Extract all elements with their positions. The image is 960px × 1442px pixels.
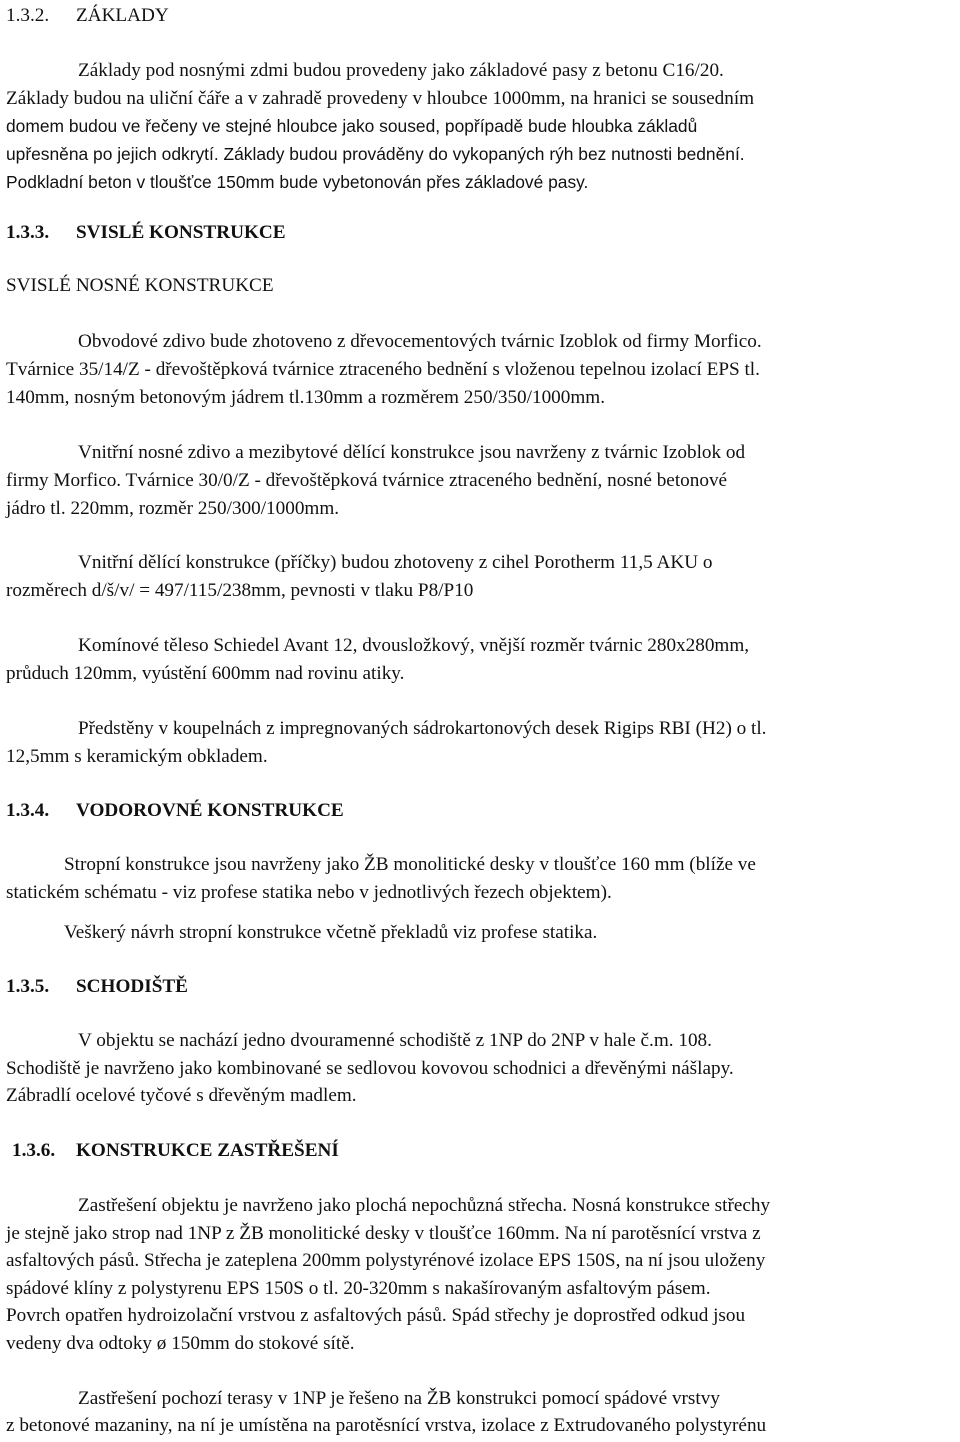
text-line: asfaltových pásů. Střecha je zateplena 200mm polystyrénové izolace EPS 150S, na ní jsou uloženy xyxy=(6,1250,766,1271)
text-line: Zastřešení pochozí terasy v 1NP je řešeno na ŽB konstrukci pomocí spádové vrstvy xyxy=(78,1388,720,1409)
heading-number: 1.3.5. xyxy=(6,976,50,997)
text-line: V objektu se nachází jedno dvouramenné schodiště z 1NP do 2NP v hale č.m. 108. xyxy=(78,1030,712,1051)
text-line: Vnitřní nosné zdivo a mezibytové dělící konstrukce jsou navrženy z tvárnic Izoblok od xyxy=(78,442,746,463)
heading-number: 1.3.3. xyxy=(6,222,50,243)
heading-title: SVISLÉ KONSTRUKCE xyxy=(76,222,286,243)
text-line: je stejně jako strop nad 1NP z ŽB monolitické desky v tloušťce 160mm. Na ní parotěsnící vrstva z xyxy=(6,1223,761,1244)
text-line: průduch 120mm, vyústění 600mm nad rovinu atiky. xyxy=(6,663,405,684)
text-line: Tvárnice 35/14/Z - dřevoštěpková tvárnice ztraceného bednění s vloženou tepelnou izolací EPS tl. xyxy=(6,359,760,380)
heading-1-3-5 xyxy=(6,973,188,1001)
text-line: Schodiště je navrženo jako kombinované se sedlovou kovovou schodnici a dřevěnými nášlapy. xyxy=(6,1058,734,1079)
text-line: Veškerý návrh stropní konstrukce včetně překladů viz profese statika. xyxy=(64,922,598,943)
text-line: spádové klíny z polystyrenu EPS 150S o tl. 20-320mm s nakašírovaným asfaltovým pásem. xyxy=(6,1278,711,1299)
text-line: jádro tl. 220mm, rozměr 250/300/1000mm. xyxy=(6,498,340,519)
heading-number: 1.3.2. xyxy=(6,5,50,26)
subheading: SVISLÉ NOSNÉ KONSTRUKCE xyxy=(6,275,274,296)
heading-number: 1.3.6. xyxy=(12,1140,56,1161)
text-line: Stropní konstrukce jsou navrženy jako ŽB monolitické desky v tloušťce 160 mm (blíže ve xyxy=(64,854,756,875)
heading-title: SCHODIŠTĚ xyxy=(76,976,188,997)
text-line: Podkladní beton v tloušťce 150mm bude vybetonován přes základové pasy. xyxy=(6,172,589,192)
text-line: Základy budou na uliční čáře a v zahradě provedeny v hloubce 1000mm, na hranici se sousedním xyxy=(6,88,755,109)
text-line: Povrch opatřen hydroizolační vrstvou z asfaltových pásů. Spád střechy je doprostřed odkud jsou xyxy=(6,1305,746,1326)
text-line: Vnitřní dělící konstrukce (příčky) budou zhotoveny z cihel Porotherm 11,5 AKU o xyxy=(78,552,713,573)
heading-1-3-4 xyxy=(6,797,344,825)
heading-title: KONSTRUKCE ZASTŘEŠENÍ xyxy=(76,1140,339,1161)
heading-1-3-6 xyxy=(12,1137,339,1165)
text-line: Obvodové zdivo bude zhotoveno z dřevocementových tvárnic Izoblok od firmy Morfico. xyxy=(78,331,762,352)
heading-number: 1.3.4. xyxy=(6,800,50,821)
text-line: Komínové těleso Schiedel Avant 12, dvousložkový, vnější rozměr tvárnic 280x280mm, xyxy=(78,635,750,656)
text-line: 140mm, nosným betonovým jádrem tl.130mm a rozměrem 250/350/1000mm. xyxy=(6,387,606,408)
heading-1-3-3 xyxy=(6,219,286,247)
text-line: z betonové mazaniny, na ní je umístěna na parotěsnící vrstva, izolace z Extrudovaného polystyrénu xyxy=(6,1415,767,1436)
text-line: Základy pod nosnými zdmi budou provedeny jako základové pasy z betonu C16/20. xyxy=(78,60,724,81)
text-line: vedeny dva odtoky ø 150mm do stokové sítě. xyxy=(6,1333,355,1354)
text-line: Zábradlí ocelové tyčové s dřevěným madlem. xyxy=(6,1085,357,1106)
text-line: 12,5mm s keramickým obkladem. xyxy=(6,746,268,767)
heading-1-3-2 xyxy=(6,2,169,30)
heading-title: ZÁKLADY xyxy=(76,5,169,26)
text-line: Zastřešení objektu je navrženo jako plochá nepochůzná střecha. Nosná konstrukce střechy xyxy=(78,1195,771,1216)
text-line: rozměrech d/š/v/ = 497/115/238mm, pevnosti v tlaku P8/P10 xyxy=(6,580,474,601)
text-line: upřesněna po jejich odkrytí. Základy budou prováděny do vykopaných rýh bez nutnosti bednění. xyxy=(6,144,745,164)
text-line: Předstěny v koupelnách z impregnovaných sádrokartonových desek Rigips RBI (H2) o tl. xyxy=(78,718,767,739)
text-line: firmy Morfico. Tvárnice 30/0/Z - dřevoštěpková tvárnice ztraceného bednění, nosné betonové xyxy=(6,470,728,491)
heading-title: VODOROVNÉ KONSTRUKCE xyxy=(76,800,344,821)
text-line: statickém schématu - viz profese statika nebo v jednotlivých řezech objektem). xyxy=(6,882,612,903)
text-line: domem budou ve řečeny ve stejné hloubce jako soused, popřípadě bude hloubka základů xyxy=(6,116,698,136)
